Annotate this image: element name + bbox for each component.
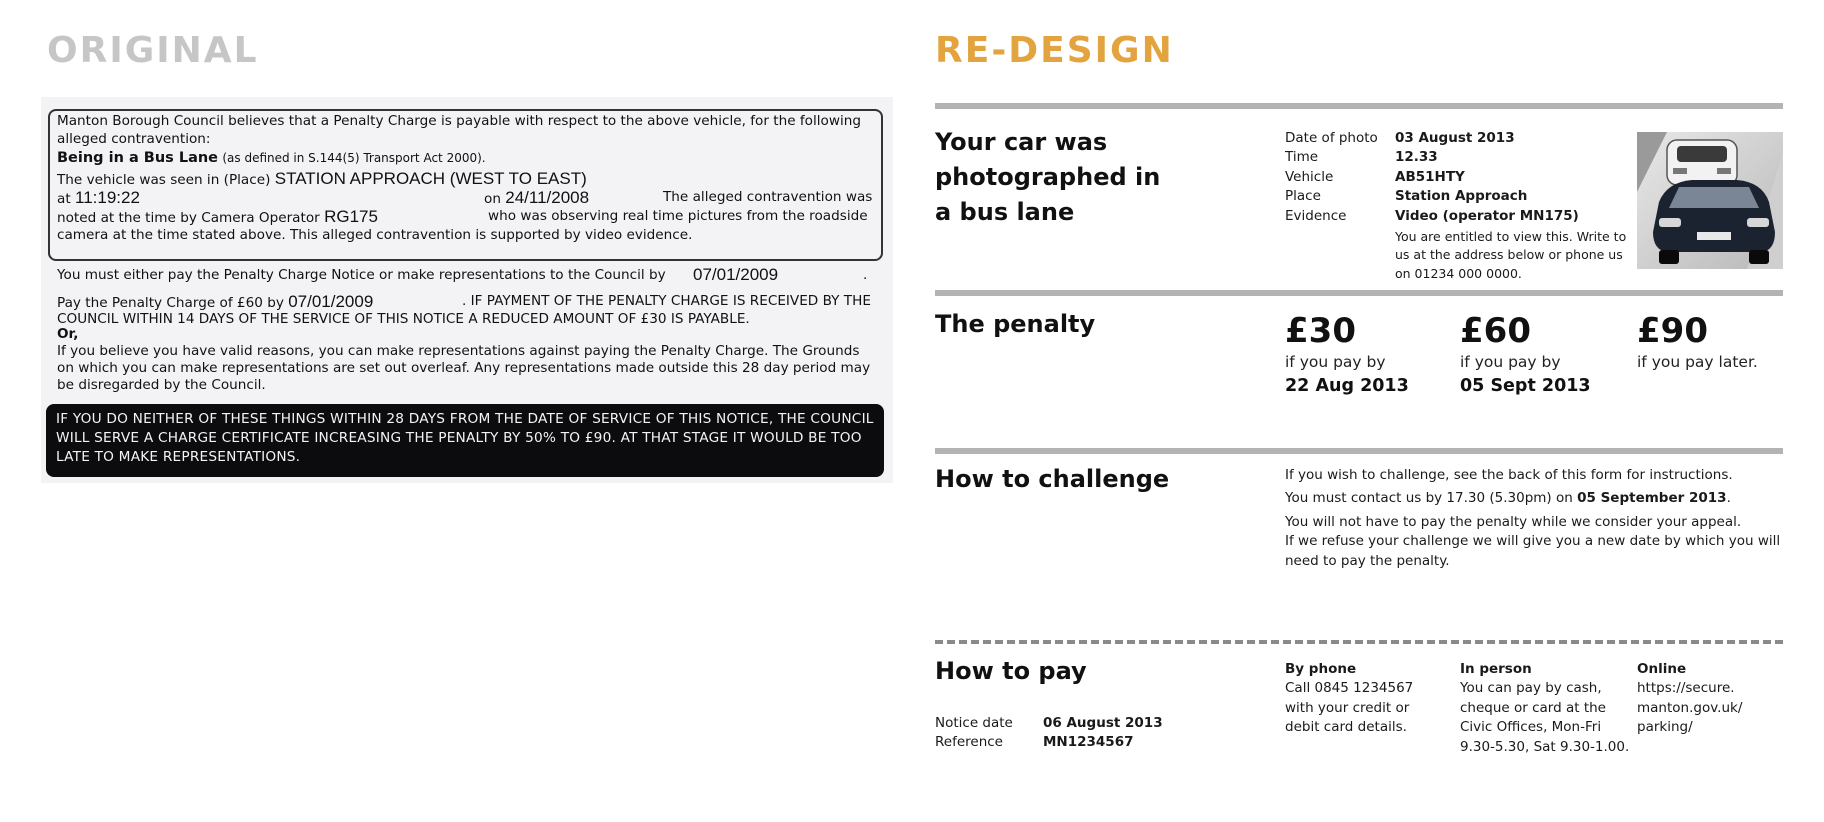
pay-method-line: with your credit or xyxy=(1285,700,1410,716)
time-value: 11:19:22 xyxy=(75,188,140,207)
bus-lane-line xyxy=(57,150,486,167)
detail-value: 12.33 xyxy=(1395,149,1438,165)
detail-value: Video (operator MN175) xyxy=(1395,208,1579,224)
pay-method-title: In person xyxy=(1460,661,1532,677)
penalty-amount: £30 xyxy=(1285,311,1356,351)
alleged-text: The alleged contravention was xyxy=(663,189,873,205)
notice-line: Manton Borough Council believes that a Penalty Charge is payable with respect to the above vehicle, for the following xyxy=(57,113,862,129)
date-line xyxy=(484,189,589,208)
place-value: STATION APPROACH (WEST TO EAST) xyxy=(274,169,587,188)
operator-line xyxy=(57,208,378,227)
view-note-line: on 01234 000 0000. xyxy=(1395,266,1522,281)
deadline-suffix: . xyxy=(1726,490,1731,506)
warning-line: LATE TO MAKE REPRESENTATIONS. xyxy=(56,449,301,465)
photographed-title-line: photographed in xyxy=(935,163,1161,191)
bus-lane-small: (as defined in S.144(5) Transport Act 2000). xyxy=(222,151,486,165)
challenge-deadline xyxy=(1285,489,1731,508)
reference-label: Reference xyxy=(935,734,1003,750)
deadline-date: 05 September 2013 xyxy=(1577,490,1727,506)
pay-method-line: cheque or card at the xyxy=(1460,700,1606,716)
pay-online-link[interactable]: parking/ xyxy=(1637,719,1693,735)
pay-method-line: Call 0845 1234567 xyxy=(1285,680,1414,696)
pay-label: Pay the Penalty Charge of £60 by xyxy=(57,295,284,311)
on-label: on xyxy=(484,191,501,207)
place-line xyxy=(57,170,587,189)
must-pay-line xyxy=(57,267,666,284)
penalty-condition: if you pay by xyxy=(1285,353,1386,371)
detail-label: Place xyxy=(1285,188,1321,204)
warning-box xyxy=(46,404,884,477)
challenge-text: If we refuse your challenge we will give you a new date by which you will xyxy=(1285,533,1781,549)
penalty-condition: if you pay by xyxy=(1460,353,1561,371)
pay-method-line: 9.30-5.30, Sat 9.30-1.00. xyxy=(1460,739,1630,755)
detail-label: Time xyxy=(1285,149,1319,165)
believe-line: on which you can make representations are set out overleaf. Any representations made outside this 28 day period may xyxy=(57,360,871,376)
detail-value: AB51HTY xyxy=(1395,169,1465,185)
divider xyxy=(935,290,1783,296)
penalty-amount: £60 xyxy=(1460,311,1531,351)
view-note-line: You are entitled to view this. Write to xyxy=(1395,229,1627,244)
pay-method-line: debit card details. xyxy=(1285,719,1407,735)
penalty-condition: if you pay later. xyxy=(1637,353,1758,371)
pay-tail: . IF PAYMENT OF THE PENALTY CHARGE IS RECEIVED BY THE xyxy=(462,293,871,309)
challenge-text: need to pay the penalty. xyxy=(1285,553,1450,569)
photographed-title xyxy=(935,125,1160,230)
or-label: Or, xyxy=(57,326,79,342)
view-note-line: us at the address below or phone us xyxy=(1395,247,1623,262)
detail-label: Date of photo xyxy=(1285,130,1378,146)
date-value: 24/11/2008 xyxy=(505,188,590,207)
pay-method-title: By phone xyxy=(1285,661,1357,677)
warning-line: IF YOU DO NEITHER OF THESE THINGS WITHIN 28 DAYS FROM THE DATE OF SERVICE OF THIS NOTICE, THE COUNCIL xyxy=(56,411,874,427)
place-label: The vehicle was seen in (Place) xyxy=(57,172,271,188)
photographed-title-line: a bus lane xyxy=(935,198,1075,226)
warning-line: WILL SERVE A CHARGE CERTIFICATE INCREASING THE PENALTY BY 50% TO £90. AT THAT STAGE IT WOULD BE TOO xyxy=(56,430,862,446)
time-line xyxy=(57,189,140,208)
redesign-heading: RE-DESIGN xyxy=(935,30,1174,71)
divider xyxy=(935,103,1783,109)
pay-method-line: Civic Offices, Mon-Fri xyxy=(1460,719,1602,735)
believe-line: If you believe you have valid reasons, you can make representations against paying the Penalty Charge. The Grounds xyxy=(57,343,860,359)
notice-line: alleged contravention: xyxy=(57,131,211,147)
operator-value: RG175 xyxy=(324,207,378,226)
detail-value: 03 August 2013 xyxy=(1395,130,1515,146)
deadline-prefix: You must contact us by 17.30 (5.30pm) on xyxy=(1285,490,1573,506)
must-pay-label: You must either pay the Penalty Charge Notice or make representations to the Council by xyxy=(57,267,666,283)
pay-title: How to pay xyxy=(935,657,1087,685)
pay-date: 07/01/2009 xyxy=(288,292,374,311)
detail-label: Vehicle xyxy=(1285,169,1334,185)
penalty-amount: £90 xyxy=(1637,311,1708,351)
bus-lane-bold: Being in a Bus Lane xyxy=(57,150,219,166)
challenge-text: You will not have to pay the penalty while we consider your appeal. xyxy=(1285,514,1742,530)
bus-lane-photo xyxy=(1637,132,1783,269)
penalty-date: 05 Sept 2013 xyxy=(1460,376,1591,396)
camera-line: camera at the time stated above. This alleged contravention is supported by video evidence. xyxy=(57,227,693,243)
pay-method-title: Online xyxy=(1637,661,1687,677)
dashed-divider xyxy=(935,640,1783,644)
reference-value: MN1234567 xyxy=(1043,734,1134,750)
pay-method-line: You can pay by cash, xyxy=(1460,680,1602,696)
observing-text: who was observing real time pictures from the roadside xyxy=(488,208,868,224)
divider xyxy=(935,448,1783,454)
must-pay-dot: . xyxy=(863,267,868,283)
photographed-title-line: Your car was xyxy=(935,128,1108,156)
council-line: COUNCIL WITHIN 14 DAYS OF THE SERVICE OF THIS NOTICE A REDUCED AMOUNT OF £30 IS PAYABLE. xyxy=(57,311,750,327)
car-photo-illustration xyxy=(1637,132,1783,269)
must-pay-date: 07/01/2009 xyxy=(693,265,779,284)
penalty-date: 22 Aug 2013 xyxy=(1285,376,1409,396)
notice-date-value: 06 August 2013 xyxy=(1043,715,1163,731)
original-penalty-notice xyxy=(41,97,893,483)
believe-line: be disregarded by the Council. xyxy=(57,377,266,393)
operator-label: noted at the time by Camera Operator xyxy=(57,210,320,226)
pay-line xyxy=(57,293,373,312)
pay-online-link[interactable]: https://secure. xyxy=(1637,680,1735,696)
at-label: at xyxy=(57,191,71,207)
challenge-title: How to challenge xyxy=(935,465,1170,493)
detail-label: Evidence xyxy=(1285,208,1347,224)
challenge-text: If you wish to challenge, see the back of this form for instructions. xyxy=(1285,467,1733,483)
detail-value: Station Approach xyxy=(1395,188,1528,204)
original-heading: ORIGINAL xyxy=(47,30,259,71)
pay-online-link[interactable]: manton.gov.uk/ xyxy=(1637,700,1743,716)
notice-date-label: Notice date xyxy=(935,715,1013,731)
penalty-title: The penalty xyxy=(935,310,1096,338)
